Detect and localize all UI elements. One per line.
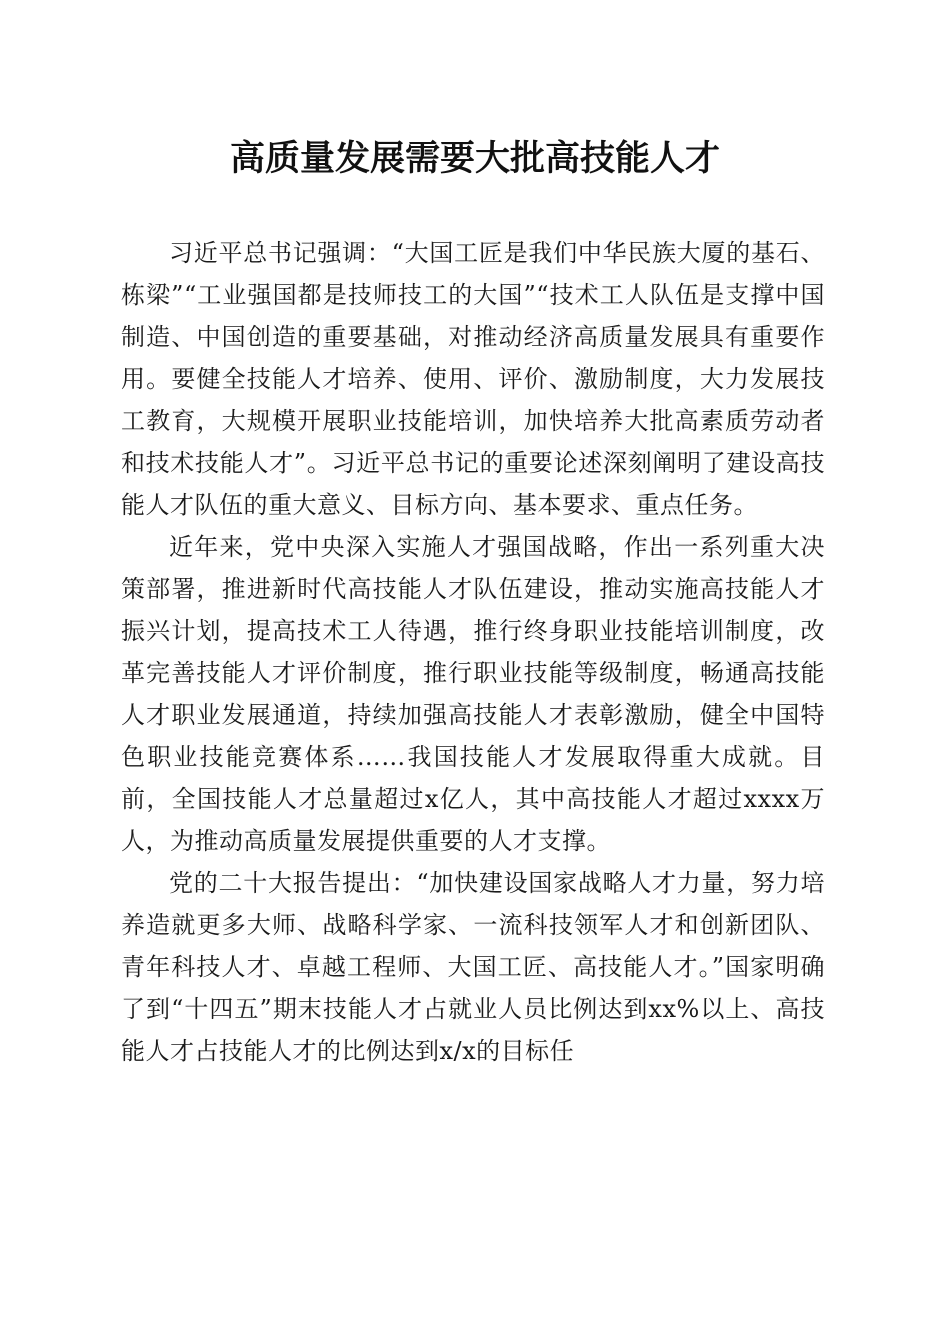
paragraph-2: 近年来，党中央深入实施人才强国战略，作出一系列重大决策部署，推进新时代高技能人才队伍建设，推动实施高技能人才振兴计划，提高技术工人待遇，推行终身职业技能培训制度，改革完善技能人才评价制度，推行职业技能等级制度，畅通高技能人才职业发展通道，持续加强高技能人才表彰激励，健全中国特色职业技能竞赛体系……我国技能人才发展取得重大成就。目前，全国技能人才总量超过x亿人，其中高技能人才超过xxxx万人，为推动高质量发展提供重要的人才支撑。	[121, 533, 825, 855]
paragraph-3: 党的二十大报告提出：“加快建设国家战略人才力量，努力培养造就更多大师、战略科学家、一流科技领军人才和创新团队、青年科技人才、卓越工程师、大国工匠、高技能人才。”国家明确了到“十四五”期末技能人才占就业人员比例达到xx%以上、高技能人才占技能人才的比例达到x/x的目标任	[121, 869, 825, 1065]
document-title: 高质量发展需要大批高技能人才	[229, 138, 720, 179]
document-body	[121, 232, 825, 1072]
paragraph-1: 习近平总书记强调：“大国工匠是我们中华民族大厦的基石、栋梁”“工业强国都是技师技工的大国”“技术工人队伍是支撑中国制造、中国创造的重要基础，对推动经济高质量发展具有重要作用。要健全技能人才培养、使用、评价、激励制度，大力发展技工教育，大规模开展职业技能培训，加快培养大批高素质劳动者和技术技能人才”。习近平总书记的重要论述深刻阐明了建设高技能人才队伍的重大意义、目标方向、基本要求、重点任务。	[121, 239, 825, 519]
